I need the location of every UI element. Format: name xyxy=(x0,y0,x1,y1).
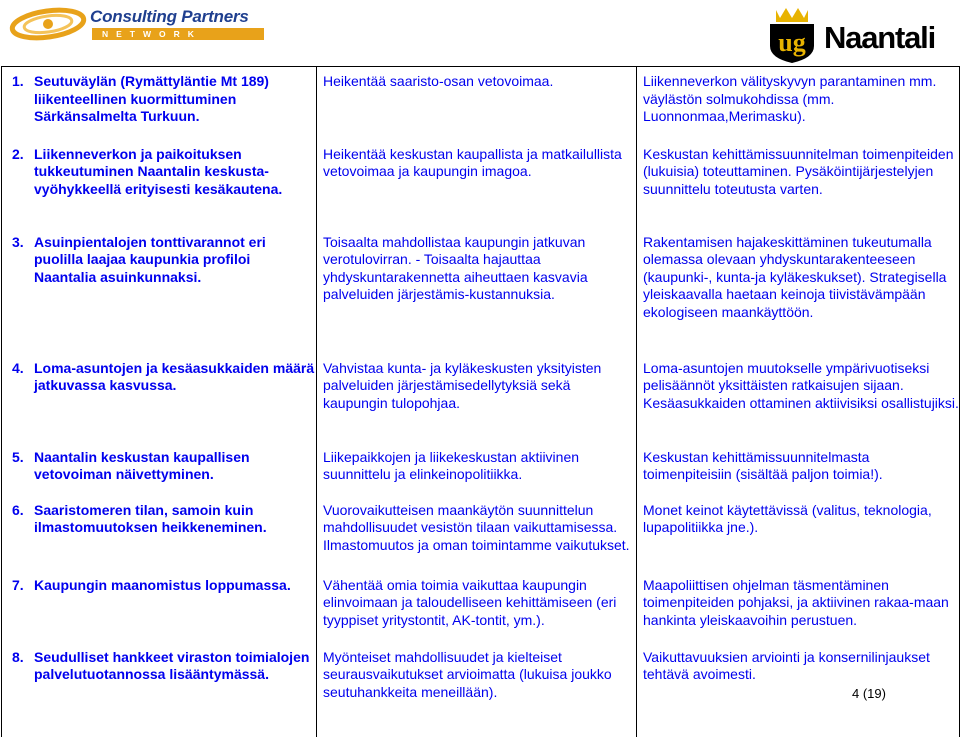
row-number: 2. xyxy=(12,145,24,162)
row-number: 4. xyxy=(12,359,24,376)
issue-text: Kaupungin maanomistus loppumassa. xyxy=(34,576,291,593)
table-row xyxy=(2,649,960,737)
table-row xyxy=(2,234,960,360)
impact-cell: Myönteiset mahdollisuudet ja kielteiset seurausvaikutukset arvioimatta (lukuisa joukko seutuhankkeita meneillään). xyxy=(317,649,637,737)
row-number: 6. xyxy=(12,501,24,518)
table-row xyxy=(2,577,960,649)
swoosh-icon xyxy=(8,2,88,46)
page-number: 4 (19) xyxy=(852,686,886,701)
issue-cell xyxy=(2,577,317,649)
action-cell: Keskustan kehittämissuunnitelman toimenpiteiden (lukuisia) toteuttaminen. Pysäköintijärjestelyjen suunnittelu toteutusta varten. xyxy=(637,146,960,234)
issue-cell xyxy=(2,649,317,737)
logo-title: Consulting Partners xyxy=(90,7,249,26)
issue-cell xyxy=(2,234,317,360)
logo-subtitle: NETWORK xyxy=(92,28,264,40)
issue-text: Seutuväylän (Rymättyläntie Mt 189) liikenteellinen kuormittuminen Särkänsalmelta Turkuun. xyxy=(34,73,269,125)
impact-cell: Vuorovaikutteisen maankäytön suunnittelun mahdollisuudet vesistön tilaan vaikuttamisessa. Ilmastomuutos ja oman toimintamme vaikutukset. xyxy=(317,502,637,577)
table-row xyxy=(2,360,960,449)
row-number: 3. xyxy=(12,233,24,250)
row-number: 7. xyxy=(12,576,24,593)
impact-cell: Liikepaikkojen ja liikekeskustan aktiivinen suunnittelu ja elinkeinopolitiikka. xyxy=(317,449,637,502)
row-number: 8. xyxy=(12,648,24,665)
issue-text: Asuinpientalojen tonttivarannot eri puolilla laajaa kaupunkia profiloi Naantalia asuinkunnaksi. xyxy=(34,233,266,285)
page-header xyxy=(0,0,960,66)
svg-text:ug: ug xyxy=(778,28,806,57)
row-number: 5. xyxy=(12,448,24,465)
naantali-logo xyxy=(762,6,954,64)
action-cell: Loma-asuntojen muutokselle ympärivuotiseksi pelisäännöt yksittäisten ratkaisujen sijaan. Kesäasukkaiden ottaminen aktiivisiksi osallistujiksi. xyxy=(637,360,960,449)
table-row xyxy=(2,67,960,146)
impact-cell: Vähentää omia toimia vaikuttaa kaupungin elinvoimaan ja taloudelliseen kehittämiseen (eri tyyppiset yritystontit, AK-tontit, ym.). xyxy=(317,577,637,649)
table-row xyxy=(2,502,960,577)
action-cell: Vaikuttavuuksien arviointi ja konsernilinjaukset tehtävä avoimesti. xyxy=(637,649,960,737)
issue-text: Seudulliset hankkeet viraston toimialojen palvelutuotannossa lisääntymässä. xyxy=(34,648,310,683)
issue-text: Naantalin keskustan kaupallisen vetovoiman näivettyminen. xyxy=(34,448,250,483)
consulting-partners-logo xyxy=(8,2,268,46)
issue-text: Liikenneverkon ja paikoituksen tukkeutuminen Naantalin keskusta-vyöhykkeellä erityisesti kesäkautena. xyxy=(34,145,283,197)
action-cell: Maapoliittisen ohjelman täsmentäminen toimenpiteiden pohjaksi, ja aktiivinen rakaa-maan hankinta yleiskaavoihin perustuen. xyxy=(637,577,960,649)
table-row xyxy=(2,146,960,234)
logo-name: Naantali xyxy=(824,20,935,55)
issue-cell xyxy=(2,502,317,577)
issues-table xyxy=(1,66,960,737)
issue-text: Loma-asuntojen ja kesäasukkaiden määrä jatkuvassa kasvussa. xyxy=(34,359,315,394)
table-row xyxy=(2,449,960,502)
issue-cell xyxy=(2,449,317,502)
impact-cell: Heikentää keskustan kaupallista ja matkailullista vetovoimaa ja kaupungin imagoa. xyxy=(317,146,637,234)
impact-cell: Vahvistaa kunta- ja kyläkeskusten yksityisten palveluiden järjestämisedellytyksiä sekä kaupungin tulopohjaa. xyxy=(317,360,637,449)
row-number: 1. xyxy=(12,73,24,89)
issue-cell xyxy=(2,360,317,449)
action-cell: Liikenneverkon välityskyvyn parantaminen mm. väylästön solmukohdissa (mm. Luonnonmaa,Merimasku). xyxy=(637,67,960,146)
issue-cell xyxy=(2,67,317,146)
impact-cell: Heikentää saaristo-osan vetovoimaa. xyxy=(317,67,637,146)
issue-text: Saaristomeren tilan, samoin kuin ilmastomuutoksen heikkeneminen. xyxy=(34,501,267,536)
action-cell: Rakentamisen hajakeskittäminen tukeutumalla olemassa olevaan yhdyskuntarakenteeseen (kaupunki-, kunta-ja kyläkeskukset). Strategisella yleiskaavalla haetaan keinoja tiivistävämpään ekologiseen maankäyttöön. xyxy=(637,234,960,360)
impact-cell: Toisaalta mahdollistaa kaupungin jatkuvan verotulovirran. - Toisaalta hajauttaa yhdyskuntarakennetta aiheuttaen kasvavia palveluiden järjestämis-kustannuksia. xyxy=(317,234,637,360)
issue-cell xyxy=(2,146,317,234)
action-cell: Monet keinot käytettävissä (valitus, teknologia, lupapolitiikka jne.). xyxy=(637,502,960,577)
action-cell: Keskustan kehittämissuunnitelmasta toimenpiteisiin (sisältää paljon toimia!). xyxy=(637,449,960,502)
naantali-shield-icon xyxy=(762,6,822,64)
